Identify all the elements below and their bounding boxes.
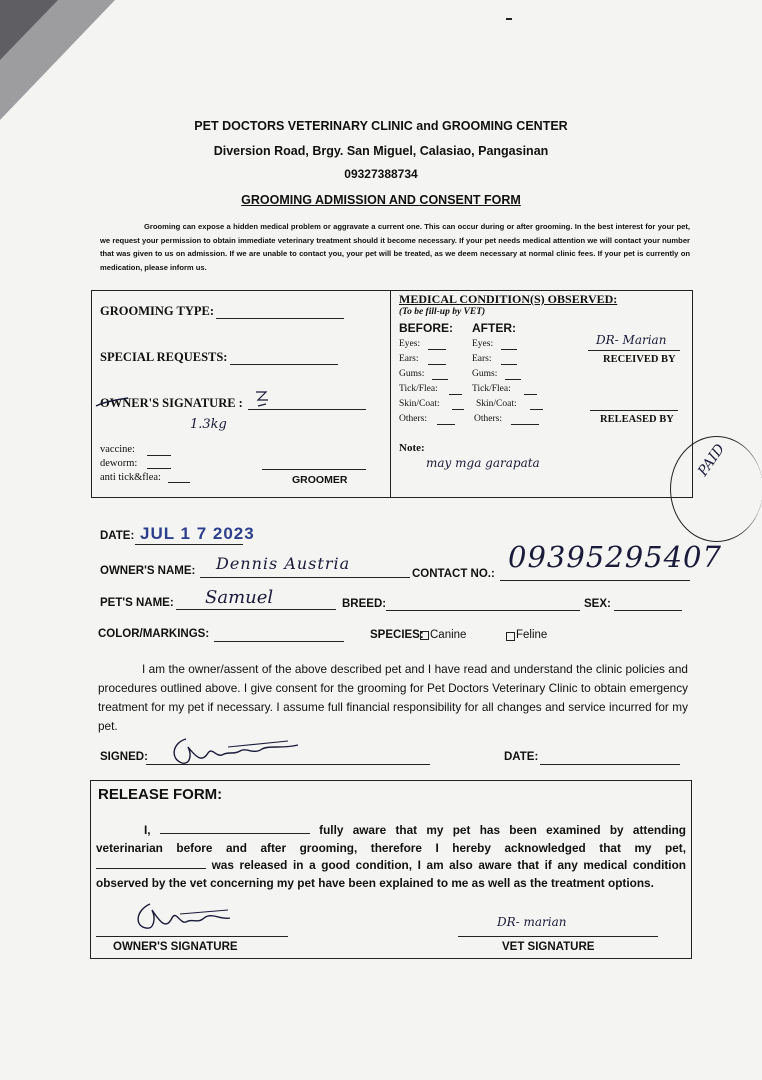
before-others: Others: [399, 414, 427, 424]
clinic-name: PET DOCTORS VETERINARY CLINIC and GROOMING CENTER [194, 119, 568, 133]
intro-text: Grooming can expose a hidden medical problem or aggravate a current one. This can occur during or after grooming. In the best interest for your pet, we request your permission to obtain immediate veterinary treatment should it become necessary. If your pet needs medical attention we will contact your number that was given to us on admission. If we are unable to contact you, your pet will be treated, as we deem necessary at normal clinic fees. If your pet is currently on medication, please inform us. [100, 222, 690, 272]
paid-mark: PAID [695, 441, 729, 480]
scan-mark [506, 18, 512, 20]
pet-name-field[interactable] [176, 609, 336, 610]
before-eyes-field[interactable] [428, 349, 446, 350]
before-label: BEFORE: [399, 321, 453, 335]
grooming-medical-box [91, 290, 693, 498]
after-tickflea: Tick/Flea: [472, 384, 511, 394]
feline-label: Feline [516, 629, 548, 641]
release-form-title: RELEASE FORM: [98, 786, 223, 803]
medical-title: MEDICAL CONDITION(S) OBSERVED: [399, 292, 618, 306]
signed-label: SIGNED: [100, 751, 148, 763]
canine-label: Canine [430, 629, 467, 641]
grooming-owner-signature-label: OWNER'S SIGNATURE : [100, 396, 243, 410]
grooming-type-label: GROOMING TYPE: [100, 304, 215, 318]
after-gums-field[interactable] [505, 379, 521, 380]
color-markings-field[interactable] [214, 641, 344, 642]
after-skincoat: Skin/Coat: [476, 399, 517, 409]
box-divider [390, 290, 391, 498]
after-eyes: Eyes: [472, 339, 494, 349]
after-ears: Ears: [472, 354, 492, 364]
pet-name-label: PET'S NAME: [100, 597, 174, 609]
after-label: AFTER: [472, 321, 516, 335]
consent-text: I am the owner/assent of the above described pet and I have read and understand the clinic policies and procedures outlined above. I give consent for the grooming for Pet Doctors Veterinary Clinic to obtain emergency treatment for my pet if necessary. I assume full financial responsibility for all changes and service incurred for my pet. [98, 662, 688, 733]
species-label: SPECIES: [370, 629, 424, 641]
owner-initial-mark [252, 388, 272, 410]
clinic-phone: 09327388734 [344, 167, 418, 181]
before-ears-field[interactable] [428, 364, 446, 365]
vet-signature-value: DR- marian [497, 915, 567, 929]
before-ears: Ears: [399, 354, 419, 364]
release-owner-signature-line[interactable] [96, 936, 288, 937]
after-eyes-field[interactable] [501, 349, 517, 350]
before-others-field[interactable] [437, 424, 455, 425]
received-by-signature: DR- Marian [596, 333, 667, 347]
anti-tick-label: anti tick&flea: [100, 472, 161, 483]
vet-signature-line[interactable] [458, 936, 658, 937]
owner-name-label: OWNER'S NAME: [100, 565, 196, 577]
after-ears-field[interactable] [501, 364, 517, 365]
strike-mark [92, 392, 132, 416]
release-pet-name-field[interactable] [96, 868, 206, 869]
release-text-2: was released in a good condition, I am also aware that if any medical condition observed by the vet concerning my pet have been explained to me as well as the treatment options. [96, 858, 686, 890]
after-others: Others: [474, 414, 502, 424]
note-label: Note: [399, 442, 425, 454]
intro-paragraph [100, 220, 690, 274]
after-tickflea-field[interactable] [524, 394, 537, 395]
before-skincoat-field[interactable] [452, 409, 464, 410]
owner-name-value: Dennis Austria [216, 554, 351, 573]
release-text-1: fully aware that my pet has been examined by attending veterinarian before and after grooming, therefore I hereby acknowledged that my pet, [96, 823, 686, 855]
deworm-field[interactable] [147, 468, 171, 469]
anti-tick-field[interactable] [168, 482, 190, 483]
date-label: DATE: [100, 530, 135, 542]
grooming-type-field[interactable] [216, 318, 344, 319]
groomer-signature-line[interactable] [262, 469, 366, 470]
sex-label: SEX: [584, 598, 611, 610]
before-tickflea: Tick/Flea: [399, 384, 438, 394]
release-owner-signature-label: OWNER'S SIGNATURE [113, 941, 238, 953]
special-requests-label: SPECIAL REQUESTS: [100, 350, 228, 364]
pet-weight-note: 1.3kg [190, 417, 227, 432]
contact-label: CONTACT NO.: [412, 568, 495, 580]
signed-date-label: DATE: [504, 751, 539, 763]
release-owner-name-field[interactable] [160, 833, 310, 834]
breed-field[interactable] [386, 610, 580, 611]
feline-checkbox[interactable] [506, 632, 515, 641]
release-owner-signature [120, 896, 240, 936]
received-by-label: RECEIVED BY [603, 354, 676, 365]
vaccine-field[interactable] [147, 455, 171, 456]
special-requests-field[interactable] [230, 364, 338, 365]
before-gums-field[interactable] [432, 379, 448, 380]
signed-date-field[interactable] [540, 764, 680, 765]
note-value: may mga garapata [426, 456, 540, 470]
released-by-label: RELEASED BY [600, 414, 674, 425]
date-stamp: JUL 1 7 2023 [140, 524, 255, 543]
owner-name-field[interactable] [200, 577, 410, 578]
before-tickflea-field[interactable] [449, 394, 462, 395]
before-skincoat: Skin/Coat: [399, 399, 440, 409]
release-form-text [96, 822, 686, 892]
contact-value: 09395295407 [508, 540, 722, 574]
release-i: I, [144, 823, 151, 837]
color-markings-label: COLOR/MARKINGS: [98, 628, 210, 640]
vet-signature-label: VET SIGNATURE [502, 941, 595, 953]
consent-paragraph [98, 660, 688, 736]
after-skincoat-field[interactable] [530, 409, 543, 410]
received-by-line[interactable] [588, 350, 680, 351]
canine-checkbox[interactable] [420, 631, 429, 640]
breed-label: BREED: [342, 598, 387, 610]
sex-field[interactable] [614, 610, 682, 611]
medical-subtitle: (To be fill-up by VET) [399, 307, 486, 317]
vaccine-label: vaccine: [100, 444, 135, 455]
released-by-line[interactable] [590, 410, 678, 411]
before-gums: Gums: [399, 369, 425, 379]
form-title: GROOMING ADMISSION AND CONSENT FORM [241, 193, 521, 207]
contact-field[interactable] [500, 580, 690, 581]
date-line[interactable] [135, 544, 243, 545]
groomer-label: GROOMER [292, 474, 348, 486]
owner-signature [168, 733, 308, 767]
folded-page-corner-shadow [0, 0, 58, 60]
before-eyes: Eyes: [399, 339, 421, 349]
clinic-address: Diversion Road, Brgy. San Miguel, Calasiao, Pangasinan [213, 144, 549, 158]
after-gums: Gums: [472, 369, 498, 379]
pet-name-value: Samuel [205, 587, 274, 608]
deworm-label: deworm: [100, 458, 138, 469]
after-others-field[interactable] [511, 424, 539, 425]
